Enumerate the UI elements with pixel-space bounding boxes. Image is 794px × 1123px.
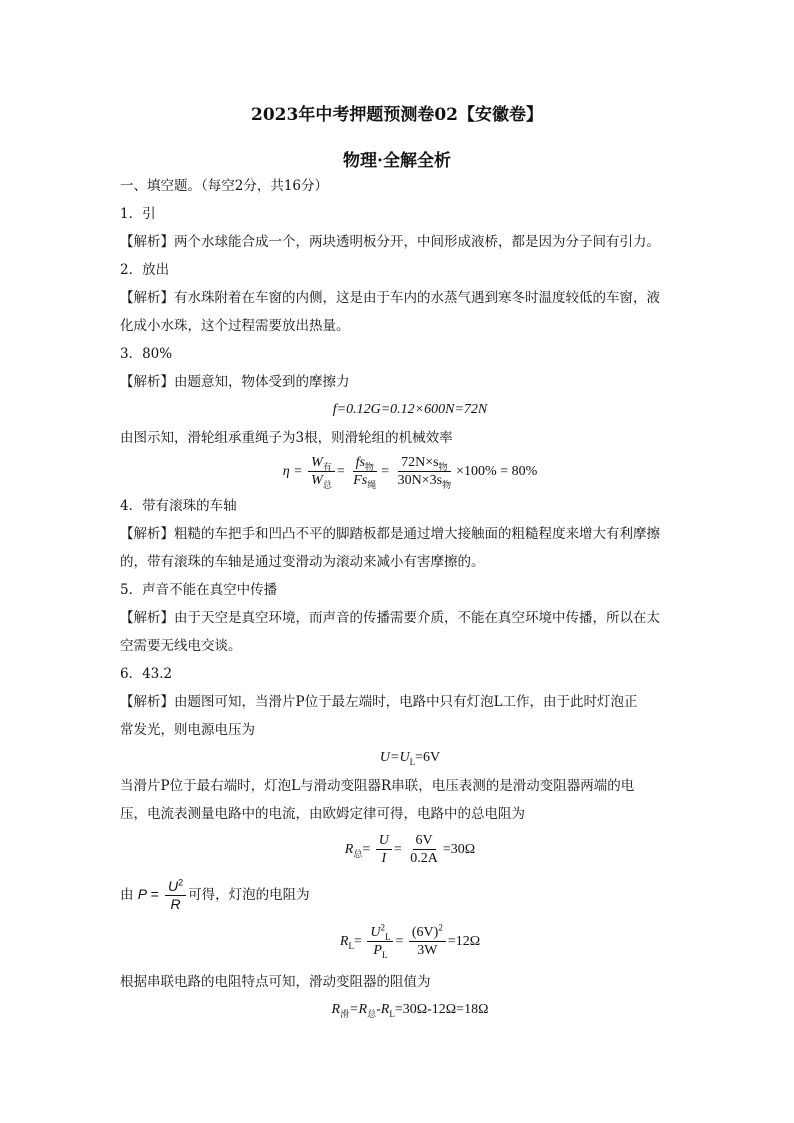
fraction-fs: $\frac{fs_物}{Fs_绳}$: [353, 455, 377, 491]
q3-analysis-line2: 由图示知，滑轮组承重绳子为3根，则滑轮组的机械效率: [120, 430, 453, 446]
fraction-u2-r: $\frac{U^2}{R}$: [165, 879, 186, 912]
fraction-ul2-pl: $\frac{U^2_L}{P_L}$: [367, 925, 393, 958]
q5-analysis-line2: 空需要无线电交谈。: [120, 638, 242, 654]
fraction-6v2-3w: $\frac{(6V)^2}{3W}$: [409, 925, 446, 958]
q6-total-resistance-formula: $R_总=$ $\frac{U}{I}$ = $\frac{6V}{0.2A}$ =30Ω: [344, 833, 476, 867]
fraction-values: $\frac{72N\times s_物}{30N\times 3s_物}$: [397, 455, 452, 491]
q6-answer: 6．43.2: [120, 666, 173, 682]
q1-answer: 1．引: [120, 206, 156, 222]
q6-analysis-line3: 当滑片P位于最右端时，灯泡L与滑动变阻器R串联，电压表测的是滑动变阻器两端的电: [120, 778, 635, 794]
q2-answer: 2．放出: [120, 262, 170, 278]
q3-answer: 3．80%: [120, 346, 173, 362]
page-subtitle: 物理·全解全析: [343, 151, 451, 171]
q2-analysis-line2: 化成小水珠，这个过程需要放出热量。: [120, 318, 350, 334]
q6-power-relation: 由 P = $\frac{U^2}{R}$ 可得，灯泡的电阻为: [120, 877, 310, 912]
q5-answer: 5．声音不能在真空中传播: [120, 582, 278, 598]
q6-voltage-formula: $U=U_L=6V$: [379, 750, 441, 767]
q5-analysis-line1: 【解析】由于天空是真空环境，而声音的传播需要介质，不能在真空环境中传播，所以在太: [120, 610, 660, 626]
q6-analysis-line4: 压，电流表测量电路中的电流，由欧姆定律可得，电路中的总电阻为: [120, 806, 525, 822]
q6-lamp-resistance-formula: $R_L=$ $\frac{U^2_L}{P_L}$ = $\frac{(6V)^2}{3W}$ =12Ω: [339, 922, 481, 961]
q6-analysis-line5: 根据串联电路的电阻特点可知，滑动变阻器的阻值为: [120, 974, 431, 990]
fraction-w: $\frac{W_有}{W_总}$: [308, 455, 335, 488]
fraction-u-i: $\frac{U}{I}$: [376, 833, 392, 866]
fraction-6v-02a: $\frac{6V}{0.2A}$: [410, 833, 438, 867]
q6-analysis-line2: 常发光，则电源电压为: [120, 722, 255, 738]
q2-analysis-line1: 【解析】有水珠附着在车窗的内侧，这是由于车内的水蒸气遇到寒冬时温度较低的车窗，液: [120, 290, 660, 306]
q6-rheostat-formula: $R_滑=R_总-R_L=30\Omega-12\Omega=18\Omega$: [331, 1002, 489, 1019]
document-body: [120, 172, 700, 1024]
q4-answer: 4．带有滚珠的车轴: [120, 498, 237, 514]
q3-analysis-line1: 【解析】由题意知，物体受到的摩擦力: [120, 374, 350, 390]
q1-analysis: 【解析】两个水球能合成一个，两块透明板分开，中间形成液桥，都是因为分子间有引力。: [120, 234, 660, 250]
q6-analysis-line1: 【解析】由题图可知，当滑片P位于最左端时，电路中只有灯泡L工作，由于此时灯泡正: [120, 694, 638, 710]
q4-analysis-line2: 的，带有滚珠的车轴是通过变滑动为滚动来减小有害摩擦的。: [120, 554, 485, 570]
page-title: 2023年中考押题预测卷02【安徽卷】: [251, 105, 543, 125]
section-heading: 一、填空题。（每空2分，共16分）: [120, 178, 329, 194]
q3-efficiency-formula: η = $\frac{W_有}{W_总}$ = $\frac{fs_物}{Fs_绳}$ = $\frac{72N\times s_物}{30N\times 3s_物}$ ×100% = 80%: [282, 455, 538, 491]
q3-friction-formula: f=0.12G=0.12×600N=72N: [332, 402, 488, 417]
q4-analysis-line1: 【解析】粗糙的车把手和凹凸不平的脚踏板都是通过增大接触面的粗糙程度来增大有利摩擦: [120, 526, 660, 542]
